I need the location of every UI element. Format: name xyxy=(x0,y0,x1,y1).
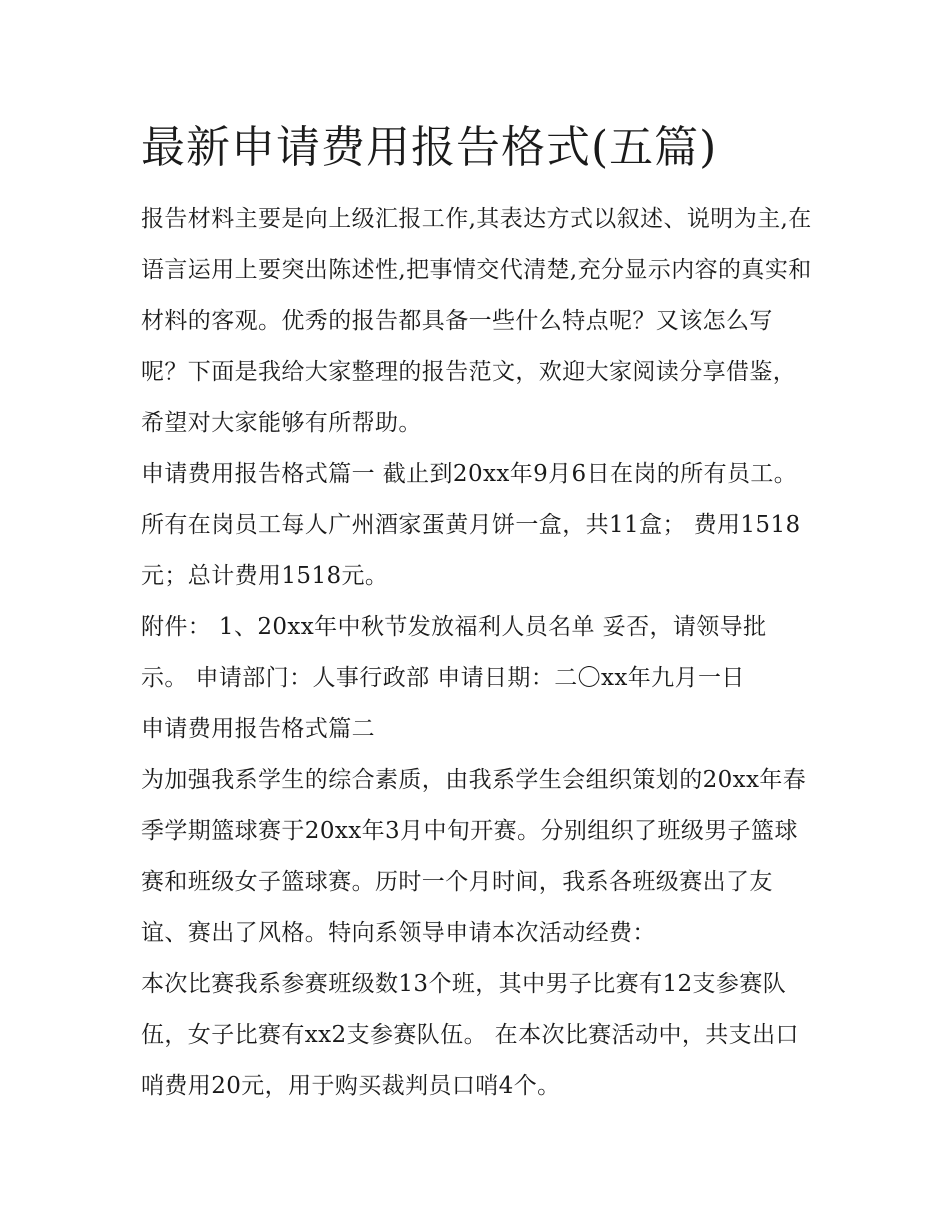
paragraph-basketball-intro: 为加强我系学生的综合素质，由我系学生会组织策划的20xx年春季学期篮球赛于20xx年3月中旬开赛。分别组织了班级男子篮球赛和班级女子篮球赛。历时一个月时间，我系各班级赛出了友谊、赛出了风格。特向系领导申请本次活动经费： xyxy=(141,767,807,946)
section-heading-two: 申请费用报告格式篇二 xyxy=(141,716,375,742)
document-page xyxy=(141,112,813,1112)
paragraph-section-one: 申请费用报告格式篇一 截止到20xx年9月6日在岗的所有员工。 所有在岗员工每人广州酒家蛋黄月饼一盒，共11盒； 费用1518元；总计费用1518元。 xyxy=(141,461,801,589)
paragraph-intro: 报告材料主要是向上级汇报工作,其表达方式以叙述、说明为主,在语言运用上要突出陈述性,把事情交代清楚,充分显示内容的真实和材料的客观。优秀的报告都具备一些什么特点呢？又该怎么写呢？下面是我给大家整理的报告范文，欢迎大家阅读分享借鉴，希望对大家能够有所帮助。 xyxy=(141,206,812,436)
paragraph-basketball-costs: 本次比赛我系参赛班级数13个班，其中男子比赛有12支参赛队伍，女子比赛有xx2支参赛队伍。 在本次比赛活动中，共支出口哨费用20元，用于购买裁判员口哨4个。 xyxy=(141,971,799,1099)
paragraph-attachment: 附件： 1、20xx年中秋节发放福利人员名单 妥否，请领导批示。 申请部门：人事行政部 申请日期：二〇xx年九月一日 xyxy=(141,614,767,691)
document-title: 最新申请费用报告格式(五篇) xyxy=(141,122,718,173)
